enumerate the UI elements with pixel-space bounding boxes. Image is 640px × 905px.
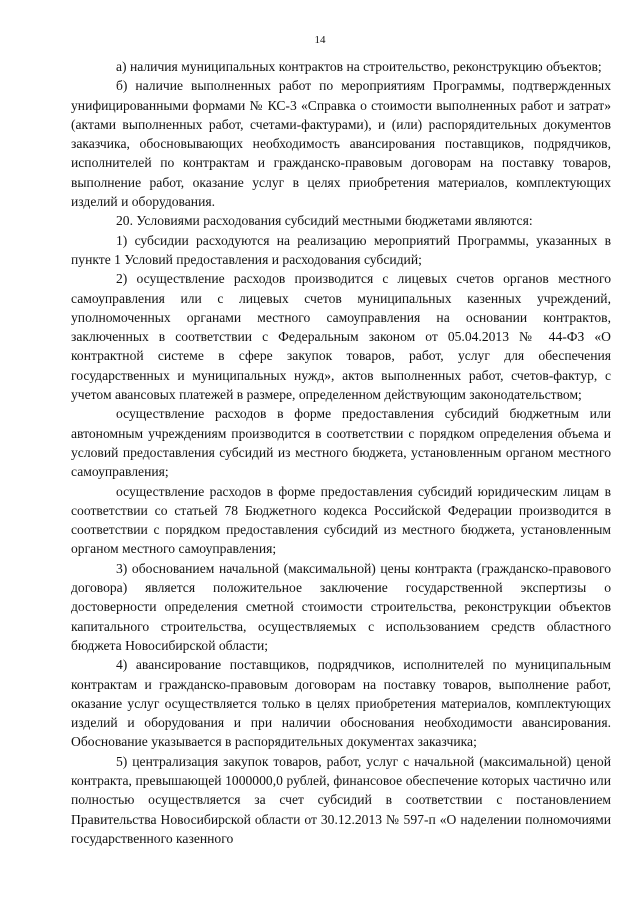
page-number: 14 <box>314 34 326 46</box>
paragraph-2-legal-entities: осуществление расходов в форме предоставления субсидий юридическим лицам в соответствии со статьей 78 Бюджетного кодекса Российской Федерации производится в соответствии с порядком предоставления субсидий из местного бюджета, установленным органом местного самоуправления; <box>71 483 611 557</box>
paragraph-a: а) наличия муниципальных контрактов на строительство, реконструкцию объектов; <box>116 59 602 74</box>
paragraph-3: 3) обоснованием начальной (максимальной) цены контракта (гражданско-правового договора) является положительное заключение государственной экспертизы о достоверности определения сметной стоимости строительства, реконструкции объектов капитального строительства, осуществляемых с использованием средств областного бюджета Новосибирской области; <box>71 560 611 653</box>
paragraph-20: 20. Условиями расходования субсидий местными бюджетами являются: <box>116 213 533 229</box>
document-body <box>71 57 611 848</box>
paragraph-4: 4) авансирование поставщиков, подрядчиков, исполнителей по муниципальным контрактам и гражданско-правовым договорам на поставку товаров, выполнение работ, оказание услуг осуществляется только в целях приобретения материалов, комплектующих изделий и оборудования и при наличии обоснования необходимости авансирования. Обоснование указывается в распорядительных документах заказчика; <box>71 657 611 750</box>
paragraph-5: 5) централизация закупок товаров, работ, услуг с начальной (максимальной) ценой контракта, превышающей 1000000,0 рублей, финансовое обеспечение которых частично или полностью осуществляется за счет субсидий в соответствии с постановлением Правительства Новосибирской области от 30.12.2013 № 597-п «О наделении полномочиями государственного казенного <box>71 753 611 846</box>
paragraph-2-budget-institutions: осуществление расходов в форме предоставления субсидий бюджетным или автономным учреждениям производится в соответствии с порядком определения объема и условий предоставления субсидий из местного бюджета, установленным органом местного самоуправления; <box>71 406 611 480</box>
paragraph-1: 1) субсидии расходуются на реализацию мероприятий Программы, указанных в пункте 1 Условий предоставления и расходования субсидий; <box>71 232 611 267</box>
paragraph-2: 2) осуществление расходов производится с лицевых счетов органов местного самоуправления или с лицевых счетов муниципальных казенных учреждений, уполномоченных органами местного самоуправления на основании контрактов, заключенных в соответствии с Федеральным законом от 05.04.2013 № 44-ФЗ «О контрактной системе в сфере закупок товаров, работ, услуг для обеспечения государственных и муниципальных нужд», актов выполненных работ, счетов-фактур, с учетом авансовых платежей в размере, определенном действующим законодательством; <box>71 271 611 403</box>
paragraph-b: б) наличие выполненных работ по мероприятиям Программы, подтвержденных унифицированными формами № КС-3 «Справка о стоимости выполненных работ и затрат» (актами выполненных работ, счетами-фактурами), и (или) распорядительных документов заказчика, обосновывающих необходимость авансирования поставщиков, подрядчиков, исполнителей по контрактам и гражданско-правовым договорам на поставку товаров, выполнение работ, оказание услуг в целях приобретения материалов, комплектующих изделий и оборудования. <box>71 78 611 210</box>
